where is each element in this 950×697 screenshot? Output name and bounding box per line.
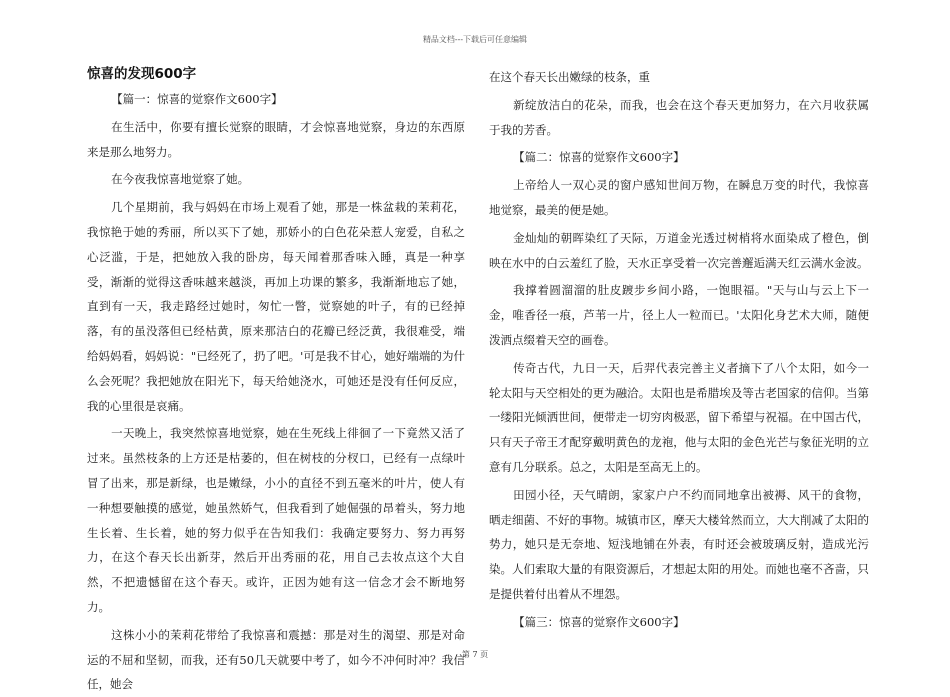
left-column [87, 65, 465, 697]
section-heading-3: 【篇三：惊喜的觉察作文600字】 [513, 614, 685, 629]
paragraph: 几个星期前，我与妈妈在市场上观看了她，那是一株盆栽的茉莉花，我惊艳于她的秀丽，所以买下了她，那娇小的白色花朵惹人宠爱，自私之心泛滥，于是，把她放入我的卧房，每天闻着那香味入睡，真是一种享受，渐渐的觉得这香味越来越淡，再加上功课的繁多，我渐渐地忘了她，直到有一天，我走路经过她时，匆忙一瞥，觉察她的叶子，有的已经掉落，有的虽没落但已经枯黄，原来那洁白的花瓣已经泛黄，我很难受，端给妈妈看，妈妈说："已经死了，扔了吧。'可是我不甘心，她好端端的为什么会死呢？我把她放在阳光下，每天给她浇水，可她还是没有任何反应，我的心里很是哀痛。 [87, 200, 465, 413]
document-title: 惊喜的发现600字 [87, 66, 197, 82]
page-number: 第 7 页 [461, 650, 489, 659]
paragraph: 上帝给人一双心灵的窗户感知世间万物，在瞬息万变的时代，我惊喜地觉察，最美的便是她。 [489, 178, 869, 217]
paragraph: 在今夜我惊喜地觉察了她。 [111, 172, 250, 187]
paragraph: 田园小径，天气晴朗，家家户户不约而同地拿出被褥、风干的食物，晒走细菌、不好的事物。城镇市区，摩天大楼耸然而立，大大削减了太阳的势力，她只是无奈地、短浅地铺在外表，有时还会被玻璃反射，造成光污染。人们索取大量的有限资源后，才想起太阳的用处。而她也毫不吝啬，只是提供着付出着从不埋怨。 [489, 487, 869, 601]
paragraph: 新绽放洁白的花朵，而我，也会在这个春天更加努力，在六月收获属于我的芳香。 [489, 97, 869, 137]
paragraph: 传奇古代，九日一天，后羿代表完善主义者摘下了八个太阳，如今一轮太阳与天空相处的更为融洽。太阳也是希腊埃及等古老国家的信仰。当第一缕阳光倾洒世间，便带走一切穷肉极恶，留下希望与祝福。在中国古代，只有天子帝王才配穿戴明黄色的龙袍，他与太阳的金色光芒与象征光明的立意有几分联系。总之，太阳是至高无上的。 [489, 360, 869, 474]
paragraph: 金灿灿的朝晖染红了天际，万道金光透过树梢将水面染成了橙色，倒映在水中的白云羞红了脸，天水正享受着一次完善邂逅满天红云满水金波。 [489, 230, 869, 270]
section-heading-1: 【篇一：惊喜的觉察作文600字】 [111, 92, 283, 106]
paragraph: 这株小小的茉莉花带给了我惊喜和震撼：那是对生的渴望、那是对命运的不屈和坚韧，而我，还有50几天就要中考了，如今不冲何时冲？我信任，她会 [87, 627, 465, 692]
paragraph-continuation: 在这个春天长出嫩绿的枝条，重 [489, 70, 650, 84]
paragraph: 在生活中，你要有擅长觉察的眼睛，才会惊喜地觉察，身边的东西原来是那么地努力。 [87, 119, 465, 159]
page-header: 精品文档---下载后可任意编辑 [422, 35, 528, 44]
paragraph: 一天晚上，我突然惊喜地觉察，她在生死线上徘徊了一下竟然又活了过来。虽然枝条的上方还是枯萎的，但在树枝的分杈口，已经有一点绿叶冒了出来，那是新绿，也是嫩绿，小小的直径不到五毫米的叶片，使人有一种想要触摸的感觉，她虽然娇气，但我看到了她倔强的昂着头，努力地生长着、生长着，她的努力似乎在告知我们：我确定要努力、努力再努力，在这个春天长出新芽，然后开出秀丽的花，用自己去妆点这个大自然，不把遗憾留在这个春天。或许，正因为她有这一信念才会不断地努力。 [87, 426, 465, 614]
right-column [489, 65, 869, 635]
section-heading-2: 【篇二：惊喜的觉察作文600字】 [513, 150, 685, 165]
paragraph: 我撑着圆溜溜的肚皮踱步乡间小路，一饱眼福。"天与山与云上下一金，唯香径一痕，芦苇一片，径上人一粒而已。'太阳化身艺术大师，随便泼洒点缀着天空的画卷。 [489, 283, 869, 347]
